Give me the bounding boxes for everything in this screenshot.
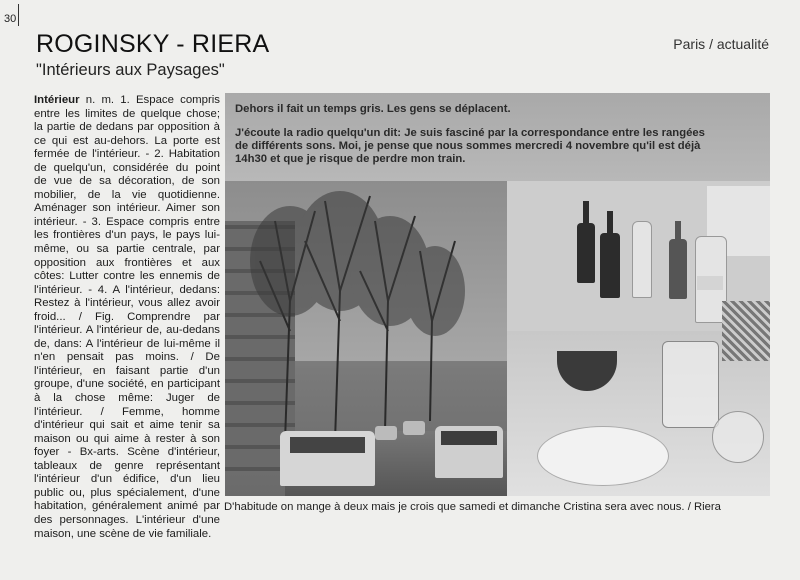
wine-glass [712, 411, 764, 463]
definition-body: n. m. 1. Espace compris entre les limites de quelque chose; la partie de dedans par opposition à ce qui est au-dehors. La porte est fermée de l'intérieur. - 2. Habitation de quelqu'un, considérée du point de vue de sa décoration, de son mobilier, de la vie quotidienne. Aménager son intérieur. Aimer son intérieur. - 3. Espace compris entre les frontières d'un pays, le pays lui-même, ou sa partie centrale, par opposition aux frontières et aux côtes: Lutter contre les ennemis de l'intérieur. - 4. A l'intérieur, dedans: Restez à l'intérieur, vous allez avoir froid... / Fig. Comprendre par l'intérieur. A l'intérieur de, au-dedans de, dans: A l'intérieur de lui-même il n'en pensait pas moins. / De l'intérieur, en faisant partie d'un groupe, d'une société, en participant à la chose même: Juger de l'intérieur. / Femme, homme d'intérieur qui sait et aime tenir sa maison ou qui aime à rester à son foyer - Bx-arts. Scène d'intérieur, tableaux de genre représentant l'intérieur d'un édifice, d'un lieu public ou, plus spécialement, d'une habitation, généralement animé par des personnages. L'intérieur d'une maison, une scène de vie familiale. [34, 94, 220, 540]
photo-diptych [225, 93, 770, 496]
dictionary-definition [34, 94, 220, 541]
photo-table [507, 181, 770, 496]
overlay-line-1: Dehors il fait un temps gris. Les gens se déplacent. [235, 103, 511, 115]
definition-headword: Intérieur [34, 94, 80, 106]
article-title: ROGINSKY - RIERA [36, 30, 270, 58]
distant-car [403, 421, 425, 435]
overlay-line-2: J'écoute la radio quelqu'un dit: Je suis fasciné par la correspondance entre les rangées de différents sons. Moi, je pense que nous sommes mercredi 4 novembre qu'il est déjà 14h30 et que je risque de perdre mon train. [235, 127, 705, 165]
clear-bottle [632, 221, 652, 298]
wine-bottle [600, 233, 620, 298]
glass-pitcher [662, 341, 719, 428]
plate [537, 426, 669, 486]
tree-silhouettes [245, 181, 465, 441]
section-label: Paris / actualité [673, 36, 769, 52]
car-front-right [435, 426, 503, 478]
checkered-fabric [722, 301, 770, 361]
article-subtitle: "Intérieurs aux Paysages" [36, 61, 225, 79]
photo-caption: D'habitude on mange à deux mais je crois que samedi et dimanche Cristina sera avec nous. / Riera [224, 501, 721, 513]
photo-street [225, 181, 507, 496]
page-number: 30 [4, 13, 17, 25]
bottle [669, 239, 687, 299]
wine-bottle [577, 223, 595, 283]
distant-car [375, 426, 397, 440]
car-front-left [280, 431, 375, 486]
page-number-rule [18, 4, 19, 26]
text-overlay-band [225, 93, 770, 181]
